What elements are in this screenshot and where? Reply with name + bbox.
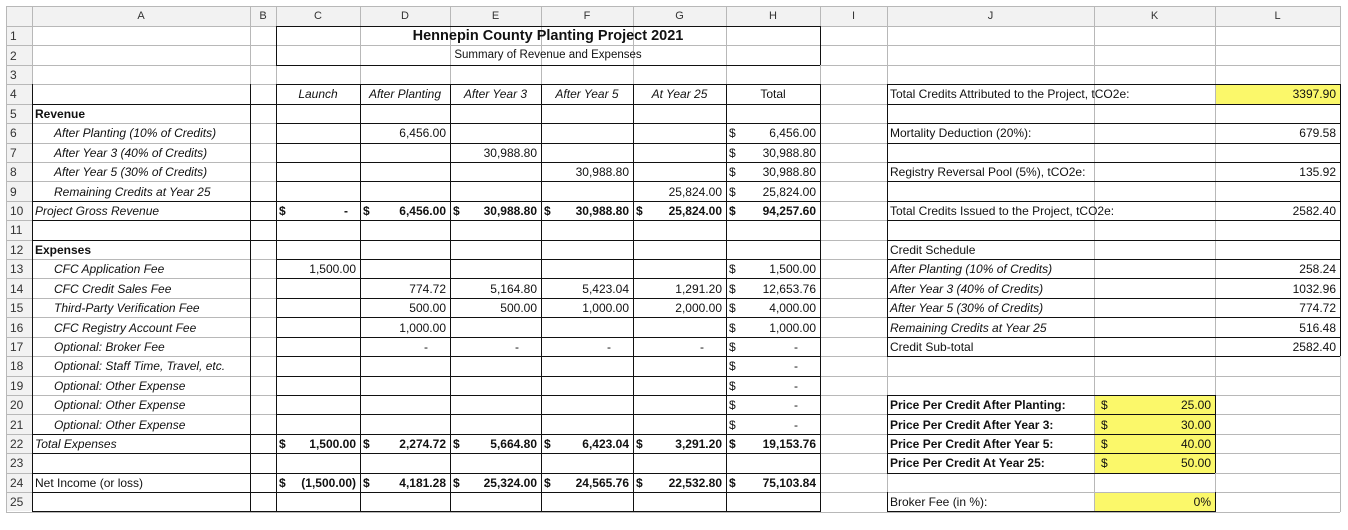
cell-border [887, 473, 1215, 474]
currency-symbol[interactable]: $ [1101, 417, 1108, 432]
expense-item-label[interactable]: Optional: Staff Time, Travel, etc. [54, 359, 226, 374]
expense-total[interactable]: 4,000.00 [769, 301, 816, 316]
period-header[interactable]: After Year 5 [555, 87, 619, 102]
price-per-credit-label[interactable]: Price Per Credit At Year 25: [890, 456, 1045, 471]
row-number[interactable]: 15 [6, 299, 32, 317]
net-income-label[interactable]: Net Income (or loss) [35, 475, 144, 490]
currency-symbol[interactable]: $ [729, 359, 736, 374]
currency-symbol[interactable]: $ [363, 203, 370, 218]
revenue-value[interactable]: 30,988.80 [483, 145, 537, 160]
row-number[interactable]: 7 [6, 144, 32, 162]
currency-symbol[interactable]: $ [729, 203, 736, 218]
row-number[interactable]: 14 [6, 279, 32, 297]
cell-border [887, 104, 1340, 105]
expense-value[interactable]: - [607, 339, 611, 354]
column-header-b[interactable]: B [250, 6, 276, 26]
total-value[interactable]: 1,500.00 [309, 437, 356, 452]
currency-symbol[interactable]: $ [729, 339, 736, 354]
row-number[interactable]: 17 [6, 338, 32, 356]
cell-border [887, 143, 1340, 144]
expense-value[interactable]: - [515, 339, 519, 354]
cell-border [887, 181, 1340, 182]
column-header-e[interactable]: E [450, 6, 541, 26]
broker-fee-value[interactable]: 0% [1193, 495, 1211, 510]
expense-value[interactable]: 500.00 [409, 301, 446, 316]
cell-border [887, 220, 1340, 221]
currency-symbol[interactable]: $ [729, 262, 736, 277]
price-per-credit-value[interactable]: 50.00 [1180, 456, 1211, 471]
row-number[interactable]: 11 [6, 221, 32, 239]
cell-border [1340, 84, 1341, 356]
expense-value[interactable]: 5,164.80 [490, 281, 537, 296]
total-value[interactable]: 4,181.28 [399, 475, 446, 490]
cell-border [32, 511, 820, 512]
expense-value[interactable]: 1,291.20 [675, 281, 722, 296]
cell-border [276, 395, 820, 396]
row-number[interactable]: 4 [6, 85, 32, 103]
currency-symbol[interactable]: $ [1101, 437, 1108, 452]
row-number[interactable]: 22 [6, 435, 32, 453]
cell-border [276, 473, 820, 474]
price-per-credit-label[interactable]: Price Per Credit After Planting: [890, 398, 1066, 413]
row-number[interactable]: 3 [6, 66, 32, 84]
total-value[interactable]: 75,103.84 [762, 475, 816, 490]
gridline [6, 6, 1340, 7]
total-value[interactable]: 24,565.76 [575, 475, 629, 490]
select-all-corner[interactable] [6, 6, 32, 26]
revenue-value[interactable]: 25,824.00 [668, 184, 722, 199]
credit-schedule-value[interactable]: 1032.96 [1292, 281, 1336, 296]
credit-metric-label[interactable]: Mortality Deduction (20%): [890, 126, 1032, 141]
credit-metric-value[interactable]: 2582.40 [1292, 203, 1336, 218]
cell-border [887, 356, 1340, 357]
expense-item-label[interactable]: Optional: Other Expense [54, 378, 186, 393]
row-number[interactable]: 18 [6, 357, 32, 375]
price-per-credit-value[interactable]: 25.00 [1180, 398, 1211, 413]
total-value[interactable]: (1,500.00) [301, 475, 356, 490]
row-number[interactable]: 1 [6, 27, 32, 45]
report-title[interactable]: Hennepin County Planting Project 2021 [412, 27, 684, 44]
currency-symbol[interactable]: $ [363, 475, 370, 490]
currency-symbol[interactable]: $ [279, 475, 286, 490]
cell-border [887, 414, 1215, 415]
cell-border [887, 395, 1215, 396]
cell-border [887, 162, 1340, 163]
total-value[interactable]: - [344, 203, 348, 218]
expense-value[interactable]: - [424, 339, 428, 354]
cell-border [32, 220, 276, 221]
row-number[interactable]: 9 [6, 182, 32, 200]
revenue-item-label[interactable]: After Planting (10% of Credits) [54, 126, 217, 141]
expense-total[interactable]: 1,500.00 [769, 262, 816, 277]
total-value[interactable]: 6,456.00 [399, 203, 446, 218]
expense-value[interactable]: 774.72 [409, 281, 446, 296]
cell-border [820, 26, 821, 65]
currency-symbol[interactable]: $ [636, 203, 643, 218]
total-value[interactable]: 25,324.00 [483, 475, 537, 490]
column-header-i[interactable]: I [820, 6, 887, 26]
section-label-expenses[interactable]: Expenses [35, 242, 92, 257]
expense-value[interactable]: 5,423.04 [582, 281, 629, 296]
cell-border [276, 26, 277, 65]
cell-border [1215, 395, 1216, 473]
currency-symbol[interactable]: $ [729, 378, 736, 393]
period-header-total[interactable]: Total [760, 87, 786, 102]
cell-border [276, 376, 820, 377]
credit-metric-value[interactable]: 679.58 [1299, 126, 1336, 141]
credit-schedule-value[interactable]: 258.24 [1299, 262, 1336, 277]
currency-symbol[interactable]: $ [453, 475, 460, 490]
cell-border [32, 201, 276, 202]
cell-border [820, 84, 821, 512]
credit-metric-value[interactable]: 135.92 [1299, 165, 1336, 180]
cell-border [276, 26, 820, 27]
row-number[interactable]: 13 [6, 260, 32, 278]
cell-border [276, 104, 820, 105]
expense-value[interactable]: 1,000.00 [582, 301, 629, 316]
cell-border [32, 473, 276, 474]
expense-value[interactable]: 1,000.00 [399, 320, 446, 335]
row-number[interactable]: 24 [6, 474, 32, 492]
expense-item-label[interactable]: CFC Credit Sales Fee [54, 281, 172, 296]
revenue-total[interactable]: 30,988.80 [762, 145, 816, 160]
currency-symbol[interactable]: $ [729, 165, 736, 180]
expense-total[interactable]: - [794, 359, 798, 374]
currency-symbol[interactable]: $ [729, 320, 736, 335]
revenue-item-label[interactable]: After Year 3 (40% of Credits) [54, 145, 208, 160]
total-value[interactable]: 25,824.00 [668, 203, 722, 218]
row-number[interactable]: 19 [6, 377, 32, 395]
currency-symbol[interactable]: $ [729, 398, 736, 413]
expense-value[interactable]: 500.00 [500, 301, 537, 316]
price-per-credit-value[interactable]: 40.00 [1180, 437, 1211, 452]
row-number[interactable]: 2 [6, 46, 32, 64]
gridline [6, 512, 1340, 513]
currency-symbol[interactable]: $ [279, 203, 286, 218]
total-value[interactable]: 19,153.76 [762, 437, 816, 452]
currency-symbol[interactable]: $ [729, 145, 736, 160]
total-value[interactable]: 3,291.20 [675, 437, 722, 452]
expense-item-label[interactable]: CFC Application Fee [54, 262, 165, 277]
cell-border [250, 84, 251, 512]
currency-symbol[interactable]: $ [453, 437, 460, 452]
total-value[interactable]: 6,423.04 [582, 437, 629, 452]
expense-value[interactable]: 1,500.00 [309, 262, 356, 277]
currency-symbol[interactable]: $ [729, 301, 736, 316]
cell-border [276, 123, 820, 124]
expense-total[interactable]: - [794, 339, 798, 354]
period-header[interactable]: After Year 3 [463, 87, 528, 102]
expense-item-label[interactable]: Optional: Broker Fee [54, 339, 165, 354]
currency-symbol[interactable]: $ [729, 437, 736, 452]
expense-total[interactable]: 12,653.76 [762, 281, 816, 296]
cell-border [276, 434, 820, 435]
cell-border [276, 240, 820, 241]
currency-symbol[interactable]: $ [729, 417, 736, 432]
column-header-j[interactable]: J [887, 6, 1094, 26]
expense-total[interactable]: - [794, 417, 798, 432]
cell-border [276, 414, 820, 415]
column-header-l[interactable]: L [1215, 6, 1340, 26]
cell-border [32, 104, 276, 105]
revenue-value[interactable]: 30,988.80 [575, 165, 629, 180]
cell-border [276, 65, 820, 66]
cell-border [276, 201, 820, 202]
expense-item-label[interactable]: Third-Party Verification Fee [54, 301, 200, 316]
cell-border [887, 337, 1340, 338]
cell-border [276, 181, 820, 182]
expense-value[interactable]: 2,000.00 [675, 301, 722, 316]
total-value[interactable]: 5,664.80 [490, 437, 537, 452]
column-header-d[interactable]: D [360, 6, 450, 26]
cell-border [887, 492, 888, 512]
expense-item-label[interactable]: Optional: Other Expense [54, 398, 186, 413]
row-number[interactable]: 6 [6, 124, 32, 142]
cell-border [32, 434, 276, 435]
credit-metric-label[interactable]: Registry Reversal Pool (5%), tCO2e: [890, 165, 1086, 180]
cell-border [276, 453, 820, 454]
credit-metric-label[interactable]: Total Credits Attributed to the Project, tCO2e: [890, 87, 1130, 102]
credit-schedule-value[interactable]: 774.72 [1299, 301, 1336, 316]
row-number[interactable]: 8 [6, 163, 32, 181]
currency-symbol[interactable]: $ [1101, 456, 1108, 471]
column-header-h[interactable]: H [726, 6, 820, 26]
currency-symbol[interactable]: $ [363, 437, 370, 452]
total-value[interactable]: 2,274.72 [399, 437, 446, 452]
cell-border [276, 317, 820, 318]
credit-metric-value[interactable]: 3397.90 [1292, 87, 1336, 102]
column-header-a[interactable]: A [32, 6, 250, 26]
revenue-total[interactable]: 25,824.00 [762, 184, 816, 199]
price-per-credit-value[interactable]: 30.00 [1180, 417, 1211, 432]
cell-border [887, 201, 1340, 202]
revenue-item-label[interactable]: Remaining Credits at Year 25 [54, 184, 211, 199]
cell-border [887, 453, 1215, 454]
cell-border [276, 84, 820, 85]
cell-border [276, 162, 820, 163]
expense-total[interactable]: 1,000.00 [769, 320, 816, 335]
cell-border [276, 278, 820, 279]
price-per-credit-label[interactable]: Price Per Credit After Year 5: [890, 437, 1054, 452]
credit-schedule-title[interactable]: Credit Schedule [890, 242, 976, 257]
cell-border [32, 240, 276, 241]
currency-symbol[interactable]: $ [453, 203, 460, 218]
cell-border [276, 143, 820, 144]
cell-border [887, 240, 1340, 241]
column-header-f[interactable]: F [541, 6, 633, 26]
cell-border [887, 84, 1340, 85]
credit-subtotal-value[interactable]: 2582.40 [1292, 339, 1336, 354]
expense-item-label[interactable]: Optional: Other Expense [54, 417, 186, 432]
cell-border [887, 317, 1340, 318]
revenue-item-label[interactable]: After Year 5 (30% of Credits) [54, 165, 208, 180]
credit-schedule-label[interactable]: After Planting (10% of Credits) [890, 262, 1053, 277]
total-expenses-label[interactable]: Total Expenses [35, 437, 117, 452]
row-number[interactable]: 5 [6, 105, 32, 123]
cell-border [887, 434, 1215, 435]
column-header-k[interactable]: K [1094, 6, 1215, 26]
row-number[interactable]: 21 [6, 415, 32, 433]
cell-border [32, 84, 33, 512]
currency-symbol[interactable]: $ [636, 437, 643, 452]
currency-symbol[interactable]: $ [544, 203, 551, 218]
currency-symbol[interactable]: $ [729, 126, 736, 141]
cell-border [1215, 492, 1216, 512]
revenue-total[interactable]: 6,456.00 [769, 126, 816, 141]
cell-border [887, 259, 1340, 260]
period-header[interactable]: At Year 25 [651, 87, 708, 102]
row-number[interactable]: 20 [6, 396, 32, 414]
expense-value[interactable]: - [700, 339, 704, 354]
cell-border [276, 220, 820, 221]
cell-border [887, 298, 1340, 299]
cell-border [276, 356, 820, 357]
currency-symbol[interactable]: $ [279, 437, 286, 452]
report-subtitle[interactable]: Summary of Revenue and Expenses [454, 48, 642, 61]
currency-symbol[interactable]: $ [729, 281, 736, 296]
credit-subtotal-label[interactable]: Credit Sub-total [890, 339, 974, 354]
column-header-c[interactable]: C [276, 6, 360, 26]
credit-schedule-label[interactable]: Remaining Credits at Year 25 [890, 320, 1047, 335]
cell-border [32, 453, 276, 454]
currency-symbol[interactable]: $ [1101, 398, 1108, 413]
credit-schedule-label[interactable]: After Year 5 (30% of Credits) [890, 301, 1044, 316]
total-value[interactable]: 30,988.80 [575, 203, 629, 218]
total-value[interactable]: 22,532.80 [668, 475, 722, 490]
currency-symbol[interactable]: $ [544, 437, 551, 452]
cell-border [276, 259, 820, 260]
price-per-credit-label[interactable]: Price Per Credit After Year 3: [890, 417, 1054, 432]
gross-revenue-label[interactable]: Project Gross Revenue [35, 203, 160, 218]
cell-border [887, 511, 1215, 512]
row-number[interactable]: 12 [6, 241, 32, 259]
currency-symbol[interactable]: $ [729, 475, 736, 490]
section-label-revenue[interactable]: Revenue [35, 106, 86, 121]
row-number[interactable]: 16 [6, 318, 32, 336]
cell-border [32, 492, 276, 493]
cell-border [276, 337, 820, 338]
credit-schedule-value[interactable]: 516.48 [1299, 320, 1336, 335]
column-header-g[interactable]: G [633, 6, 726, 26]
expense-total[interactable]: - [794, 398, 798, 413]
currency-symbol[interactable]: $ [729, 184, 736, 199]
cell-border [276, 298, 820, 299]
revenue-value[interactable]: 6,456.00 [399, 126, 446, 141]
row-number[interactable]: 25 [6, 493, 32, 511]
cell-border [887, 278, 1340, 279]
period-header[interactable]: Launch [298, 87, 338, 102]
cell-border [887, 123, 1340, 124]
row-number[interactable]: 10 [6, 202, 32, 220]
total-value[interactable]: 30,988.80 [483, 203, 537, 218]
credit-metric-label[interactable]: Total Credits Issued to the Project, tCO2e: [890, 203, 1115, 218]
currency-symbol[interactable]: $ [544, 475, 551, 490]
credit-schedule-label[interactable]: After Year 3 (40% of Credits) [890, 281, 1044, 296]
broker-fee-label[interactable]: Broker Fee (in %): [890, 495, 988, 510]
revenue-total[interactable]: 30,988.80 [762, 165, 816, 180]
row-number[interactable]: 23 [6, 454, 32, 472]
period-header[interactable]: After Planting [368, 87, 442, 102]
expense-item-label[interactable]: CFC Registry Account Fee [54, 320, 197, 335]
total-value[interactable]: 94,257.60 [762, 203, 816, 218]
currency-symbol[interactable]: $ [636, 475, 643, 490]
expense-total[interactable]: - [794, 378, 798, 393]
cell-border [276, 492, 820, 493]
